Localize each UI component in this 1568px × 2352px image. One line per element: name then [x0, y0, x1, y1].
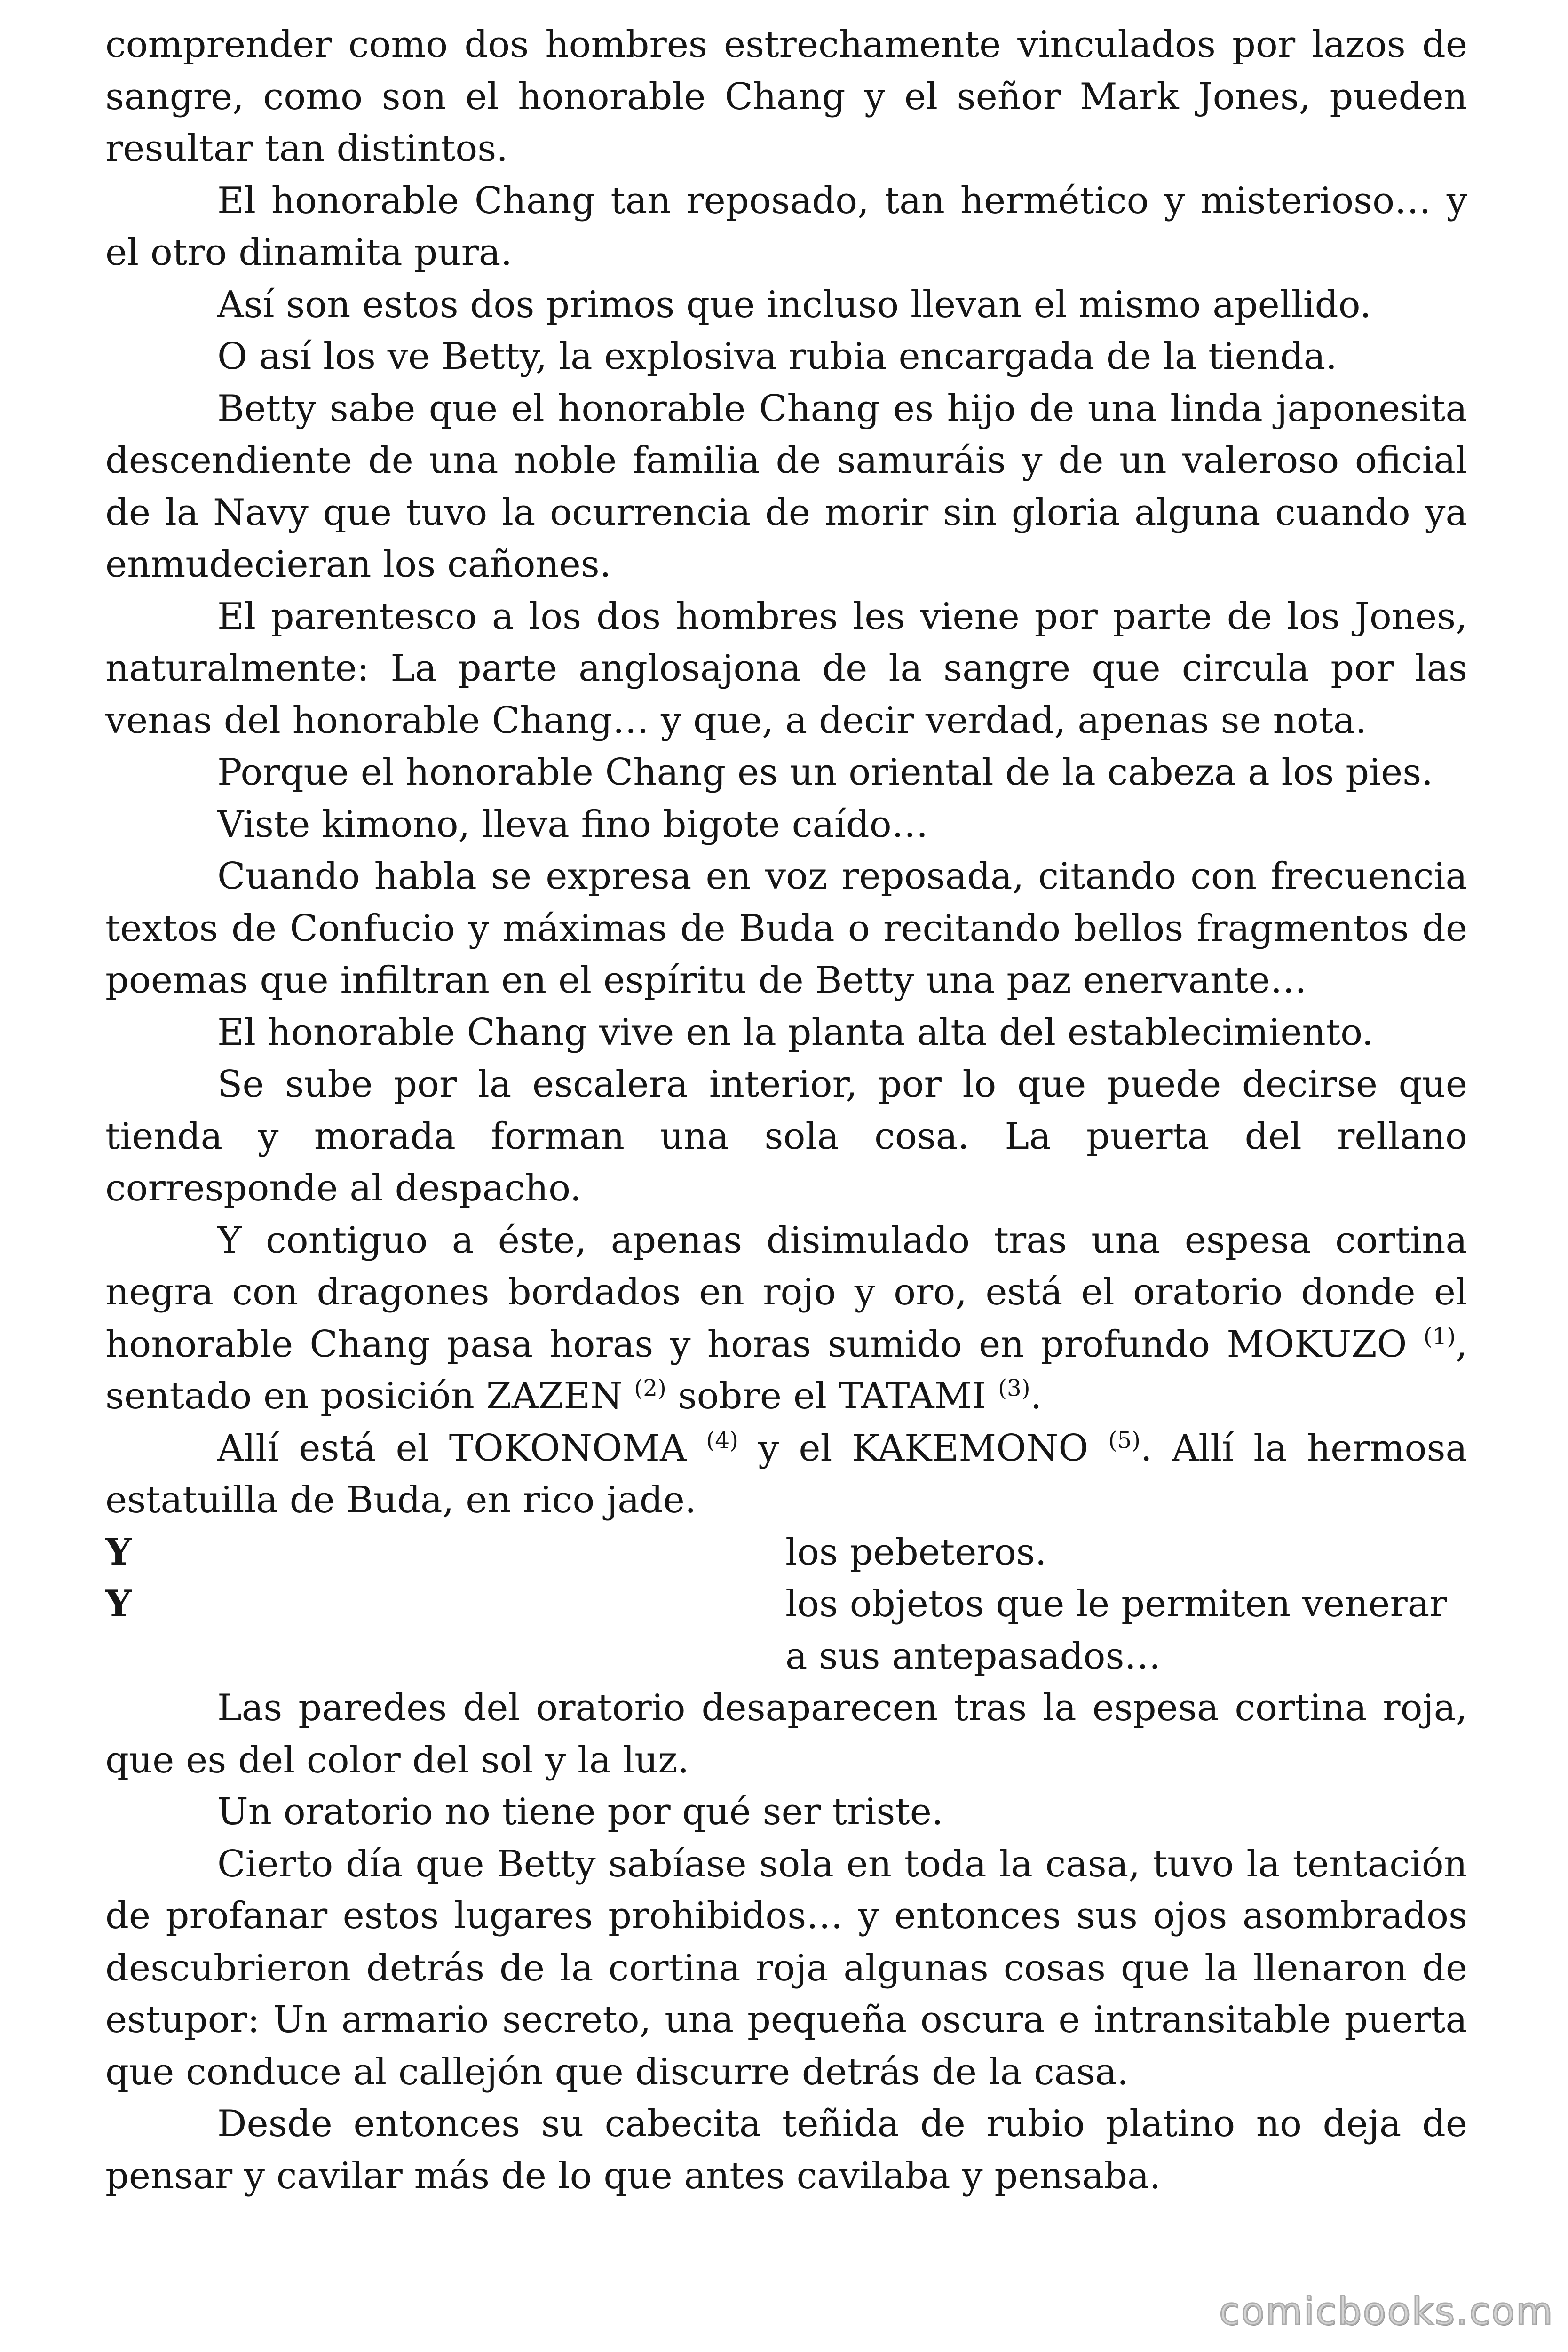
paragraph: comprender como dos hombres estrechamente vinculados por lazos de sangre, como son el honorable Chang y el señor Mark Jones, pueden resultar tan distintos.: [105, 24, 1467, 170]
body-text: [105, 19, 1467, 2202]
verse-line: [105, 1630, 1467, 1683]
paragraph: Así son estos dos primos que incluso llevan el mismo apellido.: [217, 283, 1371, 326]
paragraph: O así los ve Betty, la explosiva rubia encargada de la tienda.: [217, 335, 1338, 378]
paragraph-with-footnotes: [105, 1215, 1467, 1422]
site-watermark: comicbooks.com: [1219, 2289, 1554, 2333]
paragraph: Se sube por la escalera interior, por lo que puede decirse que tienda y morada forman una sola cosa. La puerta del rellano corresponde al despacho.: [105, 1063, 1467, 1209]
text-segment: Y contiguo a éste, apenas disimulado tras una espesa cortina negra con dragones bordados en rojo y oro, está el oratorio donde el honorable Chang pasa horas y horas sumido en profundo MOKUZO: [105, 1219, 1467, 1366]
footnote-ref: (3): [998, 1375, 1030, 1402]
verse-mark: [105, 1630, 785, 1683]
paragraph: Viste kimono, lleva fino bigote caído…: [217, 803, 928, 846]
text-segment: .: [1030, 1375, 1042, 1417]
footnote-ref: (2): [634, 1375, 666, 1402]
verse-text: los pebeteros.: [785, 1531, 1047, 1573]
footnote-ref: (5): [1108, 1427, 1140, 1454]
paragraph: Cierto día que Betty sabíase sola en toda la casa, tuvo la tentación de profanar estos lugares prohibidos… y entonces sus ojos asombrados descubrieron detrás de la cortina roja algunas cosas que la llenaron de estupor: Un armario secreto, una pequeña oscura e intransitable puerta que conduce al callejón que discurre detrás de la casa.: [105, 1843, 1467, 2093]
paragraph: Betty sabe que el honorable Chang es hijo de una linda japonesita descendiente de una noble familia de samuráis y de un valeroso oficial de la Navy que tuvo la ocurrencia de morir sin gloria alguna cuando ya enmudecieran los cañones.: [105, 387, 1467, 586]
paragraph: Cuando habla se expresa en voz reposada, citando con frecuencia textos de Confucio y máximas de Buda o recitando bellos fragmentos de poemas que infiltran en el espíritu de Betty una paz enervante…: [105, 855, 1467, 1001]
verse-mark: Y: [105, 1582, 132, 1625]
paragraph: El honorable Chang vive en la planta alta del establecimiento.: [217, 1011, 1374, 1054]
verse-line: [105, 1526, 1467, 1579]
paragraph: El parentesco a los dos hombres les viene por parte de los Jones, naturalmente: La parte anglosajona de la sangre que circula por las venas del honorable Chang… y que, a decir verdad, apenas se nota.: [105, 595, 1467, 742]
paragraph: El honorable Chang tan reposado, tan hermético y misterioso… y el otro dinamita pura.: [105, 179, 1467, 274]
verse-text: a sus antepasados…: [785, 1635, 1161, 1677]
text-segment: , sentado en posición ZAZEN: [105, 1323, 1467, 1417]
footnote-ref: (4): [706, 1427, 738, 1454]
verse-mark: Y: [105, 1530, 132, 1573]
verse-text: los objetos que le permiten venerar: [785, 1583, 1447, 1625]
paragraph: Un oratorio no tiene por qué ser triste.: [217, 1791, 943, 1833]
text-segment: y el KAKEMONO: [738, 1427, 1109, 1470]
paragraph: Desde entonces su cabecita teñida de rubio platino no deja de pensar y cavilar más de lo que antes cavilaba y pensaba.: [105, 2103, 1467, 2197]
footnote-ref: (1): [1423, 1323, 1456, 1350]
paragraph: Porque el honorable Chang es un oriental de la cabeza a los pies.: [217, 751, 1433, 794]
text-segment: sobre el TATAMI: [666, 1375, 998, 1417]
text-segment: . Allí la hermosa estatuilla de Buda, en rico jade.: [105, 1427, 1467, 1521]
paragraph-with-footnotes: [105, 1422, 1467, 1526]
verse-line: [105, 1578, 1467, 1630]
paragraph: Las paredes del oratorio desaparecen tras la espesa cortina roja, que es del color del sol y la luz.: [105, 1687, 1467, 1781]
text-segment: Allí está el TOKONOMA: [217, 1427, 706, 1470]
